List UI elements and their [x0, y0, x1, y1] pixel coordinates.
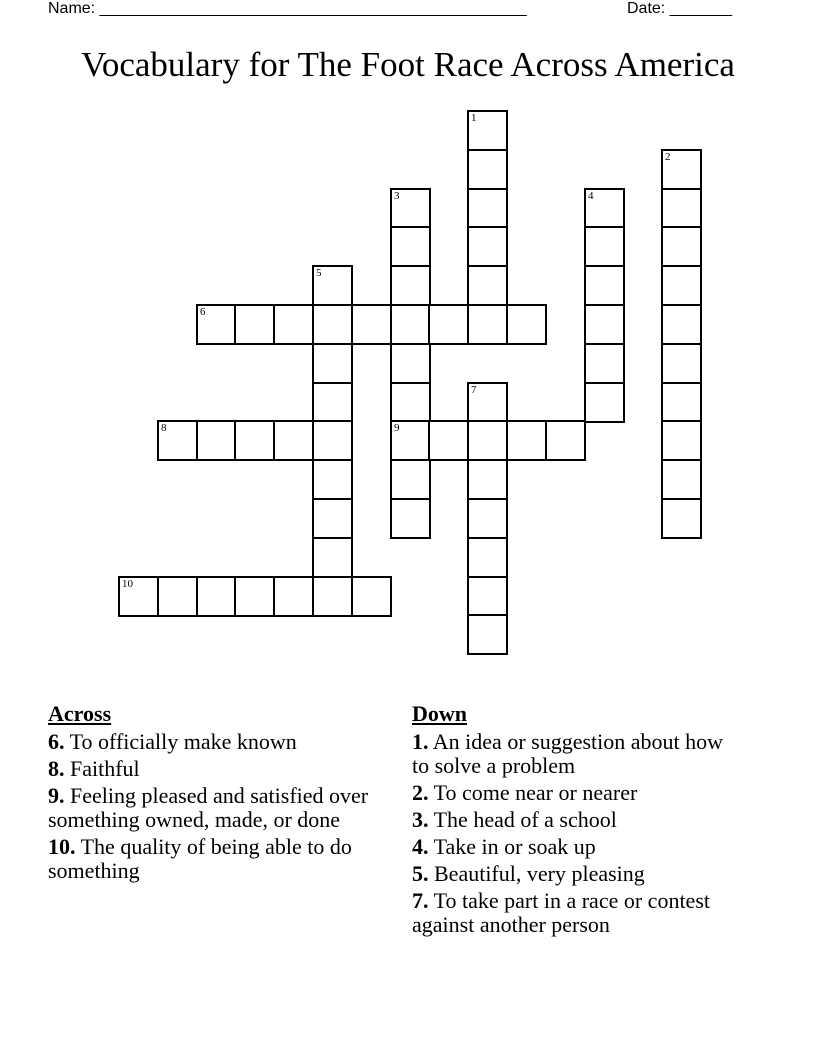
- clue-number-label: 9: [394, 422, 400, 434]
- clue-text: The quality of being able to do something: [48, 834, 352, 883]
- crossword-cell[interactable]: [312, 420, 353, 461]
- crossword-cell[interactable]: [234, 420, 275, 461]
- clue-text: To officially make known: [69, 729, 297, 754]
- crossword-cell[interactable]: [312, 459, 353, 500]
- date-field-label: Date: _______: [627, 0, 732, 17]
- crossword-cell[interactable]: [467, 459, 508, 500]
- clue-number: 6.: [48, 729, 65, 754]
- clue-number: 10.: [48, 834, 76, 859]
- clue-number: 9.: [48, 783, 65, 808]
- crossword-cell[interactable]: [390, 498, 431, 539]
- clue-number-label: 2: [665, 151, 671, 163]
- clue-text: Feeling pleased and satisfied over something owned, made, or done: [48, 783, 369, 832]
- clue-number-label: 5: [316, 267, 322, 279]
- clue-text: To take part in a race or contest against another person: [412, 888, 710, 937]
- clue-number: 2.: [412, 780, 429, 805]
- clue-number: 5.: [412, 861, 429, 886]
- crossword-cell[interactable]: [196, 420, 237, 461]
- down-clue: [412, 862, 732, 886]
- crossword-cell[interactable]: [351, 304, 392, 345]
- clue-number-label: 7: [471, 384, 477, 396]
- clue-text: Beautiful, very pleasing: [434, 861, 645, 886]
- down-clue: [412, 835, 732, 859]
- down-clue: [412, 889, 732, 937]
- crossword-cell[interactable]: [545, 420, 586, 461]
- clue-text: To come near or nearer: [433, 780, 638, 805]
- crossword-cell[interactable]: [157, 420, 198, 461]
- crossword-cell[interactable]: [661, 343, 702, 384]
- crossword-cell[interactable]: [390, 188, 431, 229]
- crossword-cell[interactable]: [273, 304, 314, 345]
- page-title: Vocabulary for The Foot Race Across America: [81, 45, 735, 84]
- crossword-cell[interactable]: [312, 304, 353, 345]
- crossword-cell[interactable]: [661, 382, 702, 423]
- crossword-cell[interactable]: [312, 576, 353, 617]
- crossword-cell[interactable]: [506, 304, 547, 345]
- across-clue: [48, 784, 388, 832]
- crossword-cell[interactable]: [467, 188, 508, 229]
- down-heading: Down: [412, 701, 468, 726]
- clue-number: 4.: [412, 834, 429, 859]
- clue-number-label: 6: [200, 306, 206, 318]
- crossword-cell[interactable]: [584, 265, 625, 306]
- crossword-cell[interactable]: [118, 576, 159, 617]
- crossword-cell[interactable]: [390, 343, 431, 384]
- crossword-cell[interactable]: [661, 188, 702, 229]
- clue-number: 3.: [412, 807, 429, 832]
- crossword-cell[interactable]: [390, 459, 431, 500]
- crossword-cell[interactable]: [390, 265, 431, 306]
- crossword-cell[interactable]: [584, 382, 625, 423]
- crossword-cell[interactable]: [584, 188, 625, 229]
- crossword-cell[interactable]: [312, 265, 353, 306]
- crossword-cell[interactable]: [196, 304, 237, 345]
- crossword-cell[interactable]: [661, 149, 702, 190]
- down-clue: [412, 808, 732, 832]
- crossword-cell[interactable]: [467, 614, 508, 655]
- clue-text: Faithful: [70, 756, 140, 781]
- clue-text: An idea or suggestion about how to solve a problem: [412, 729, 724, 778]
- crossword-cell[interactable]: [467, 382, 508, 423]
- crossword-cell[interactable]: [428, 420, 469, 461]
- crossword-cell[interactable]: [234, 576, 275, 617]
- clue-number-label: 4: [588, 190, 594, 202]
- crossword-cell[interactable]: [312, 498, 353, 539]
- clue-text: The head of a school: [433, 807, 617, 832]
- crossword-cell[interactable]: [273, 576, 314, 617]
- across-clue: [48, 730, 388, 754]
- across-heading: Across: [48, 701, 112, 726]
- crossword-cell[interactable]: [661, 265, 702, 306]
- crossword-cell[interactable]: [467, 226, 508, 267]
- crossword-cell[interactable]: [467, 149, 508, 190]
- crossword-cell[interactable]: [467, 110, 508, 151]
- crossword-cell[interactable]: [584, 343, 625, 384]
- clue-number-label: 10: [122, 578, 133, 590]
- crossword-cell[interactable]: [234, 304, 275, 345]
- crossword-cell[interactable]: [312, 343, 353, 384]
- crossword-cell[interactable]: [157, 576, 198, 617]
- down-clue: [412, 781, 732, 805]
- crossword-cell[interactable]: [661, 459, 702, 500]
- clue-number-label: 3: [394, 190, 400, 202]
- crossword-cell[interactable]: [428, 304, 469, 345]
- clue-number-label: 8: [161, 422, 167, 434]
- clue-number: 8.: [48, 756, 65, 781]
- crossword-cell[interactable]: [467, 304, 508, 345]
- clue-number: 7.: [412, 888, 429, 913]
- crossword-cell[interactable]: [467, 537, 508, 578]
- crossword-cell[interactable]: [661, 304, 702, 345]
- crossword-cell[interactable]: [390, 226, 431, 267]
- crossword-cell[interactable]: [467, 265, 508, 306]
- crossword-cell[interactable]: [312, 537, 353, 578]
- crossword-cell[interactable]: [584, 226, 625, 267]
- across-clues: [48, 702, 388, 886]
- crossword-cell[interactable]: [661, 420, 702, 461]
- crossword-cell[interactable]: [467, 576, 508, 617]
- clue-number: 1.: [412, 729, 429, 754]
- crossword-cell[interactable]: [390, 304, 431, 345]
- crossword-cell[interactable]: [467, 498, 508, 539]
- crossword-cell[interactable]: [506, 420, 547, 461]
- crossword-cell[interactable]: [196, 576, 237, 617]
- clue-text: Take in or soak up: [433, 834, 596, 859]
- crossword-cell[interactable]: [661, 226, 702, 267]
- down-clue: [412, 730, 732, 778]
- across-clue: [48, 835, 388, 883]
- crossword-cell[interactable]: [390, 420, 431, 461]
- crossword-cell[interactable]: [390, 382, 431, 423]
- crossword-cell[interactable]: [467, 420, 508, 461]
- crossword-cell[interactable]: [584, 304, 625, 345]
- down-clues: [412, 702, 732, 940]
- clue-number-label: 1: [471, 112, 477, 124]
- crossword-cell[interactable]: [661, 498, 702, 539]
- crossword-cell[interactable]: [351, 576, 392, 617]
- crossword-cell[interactable]: [312, 382, 353, 423]
- name-field-label: Name: ________________________________________________: [48, 0, 527, 17]
- across-clue: [48, 757, 388, 781]
- crossword-cell[interactable]: [273, 420, 314, 461]
